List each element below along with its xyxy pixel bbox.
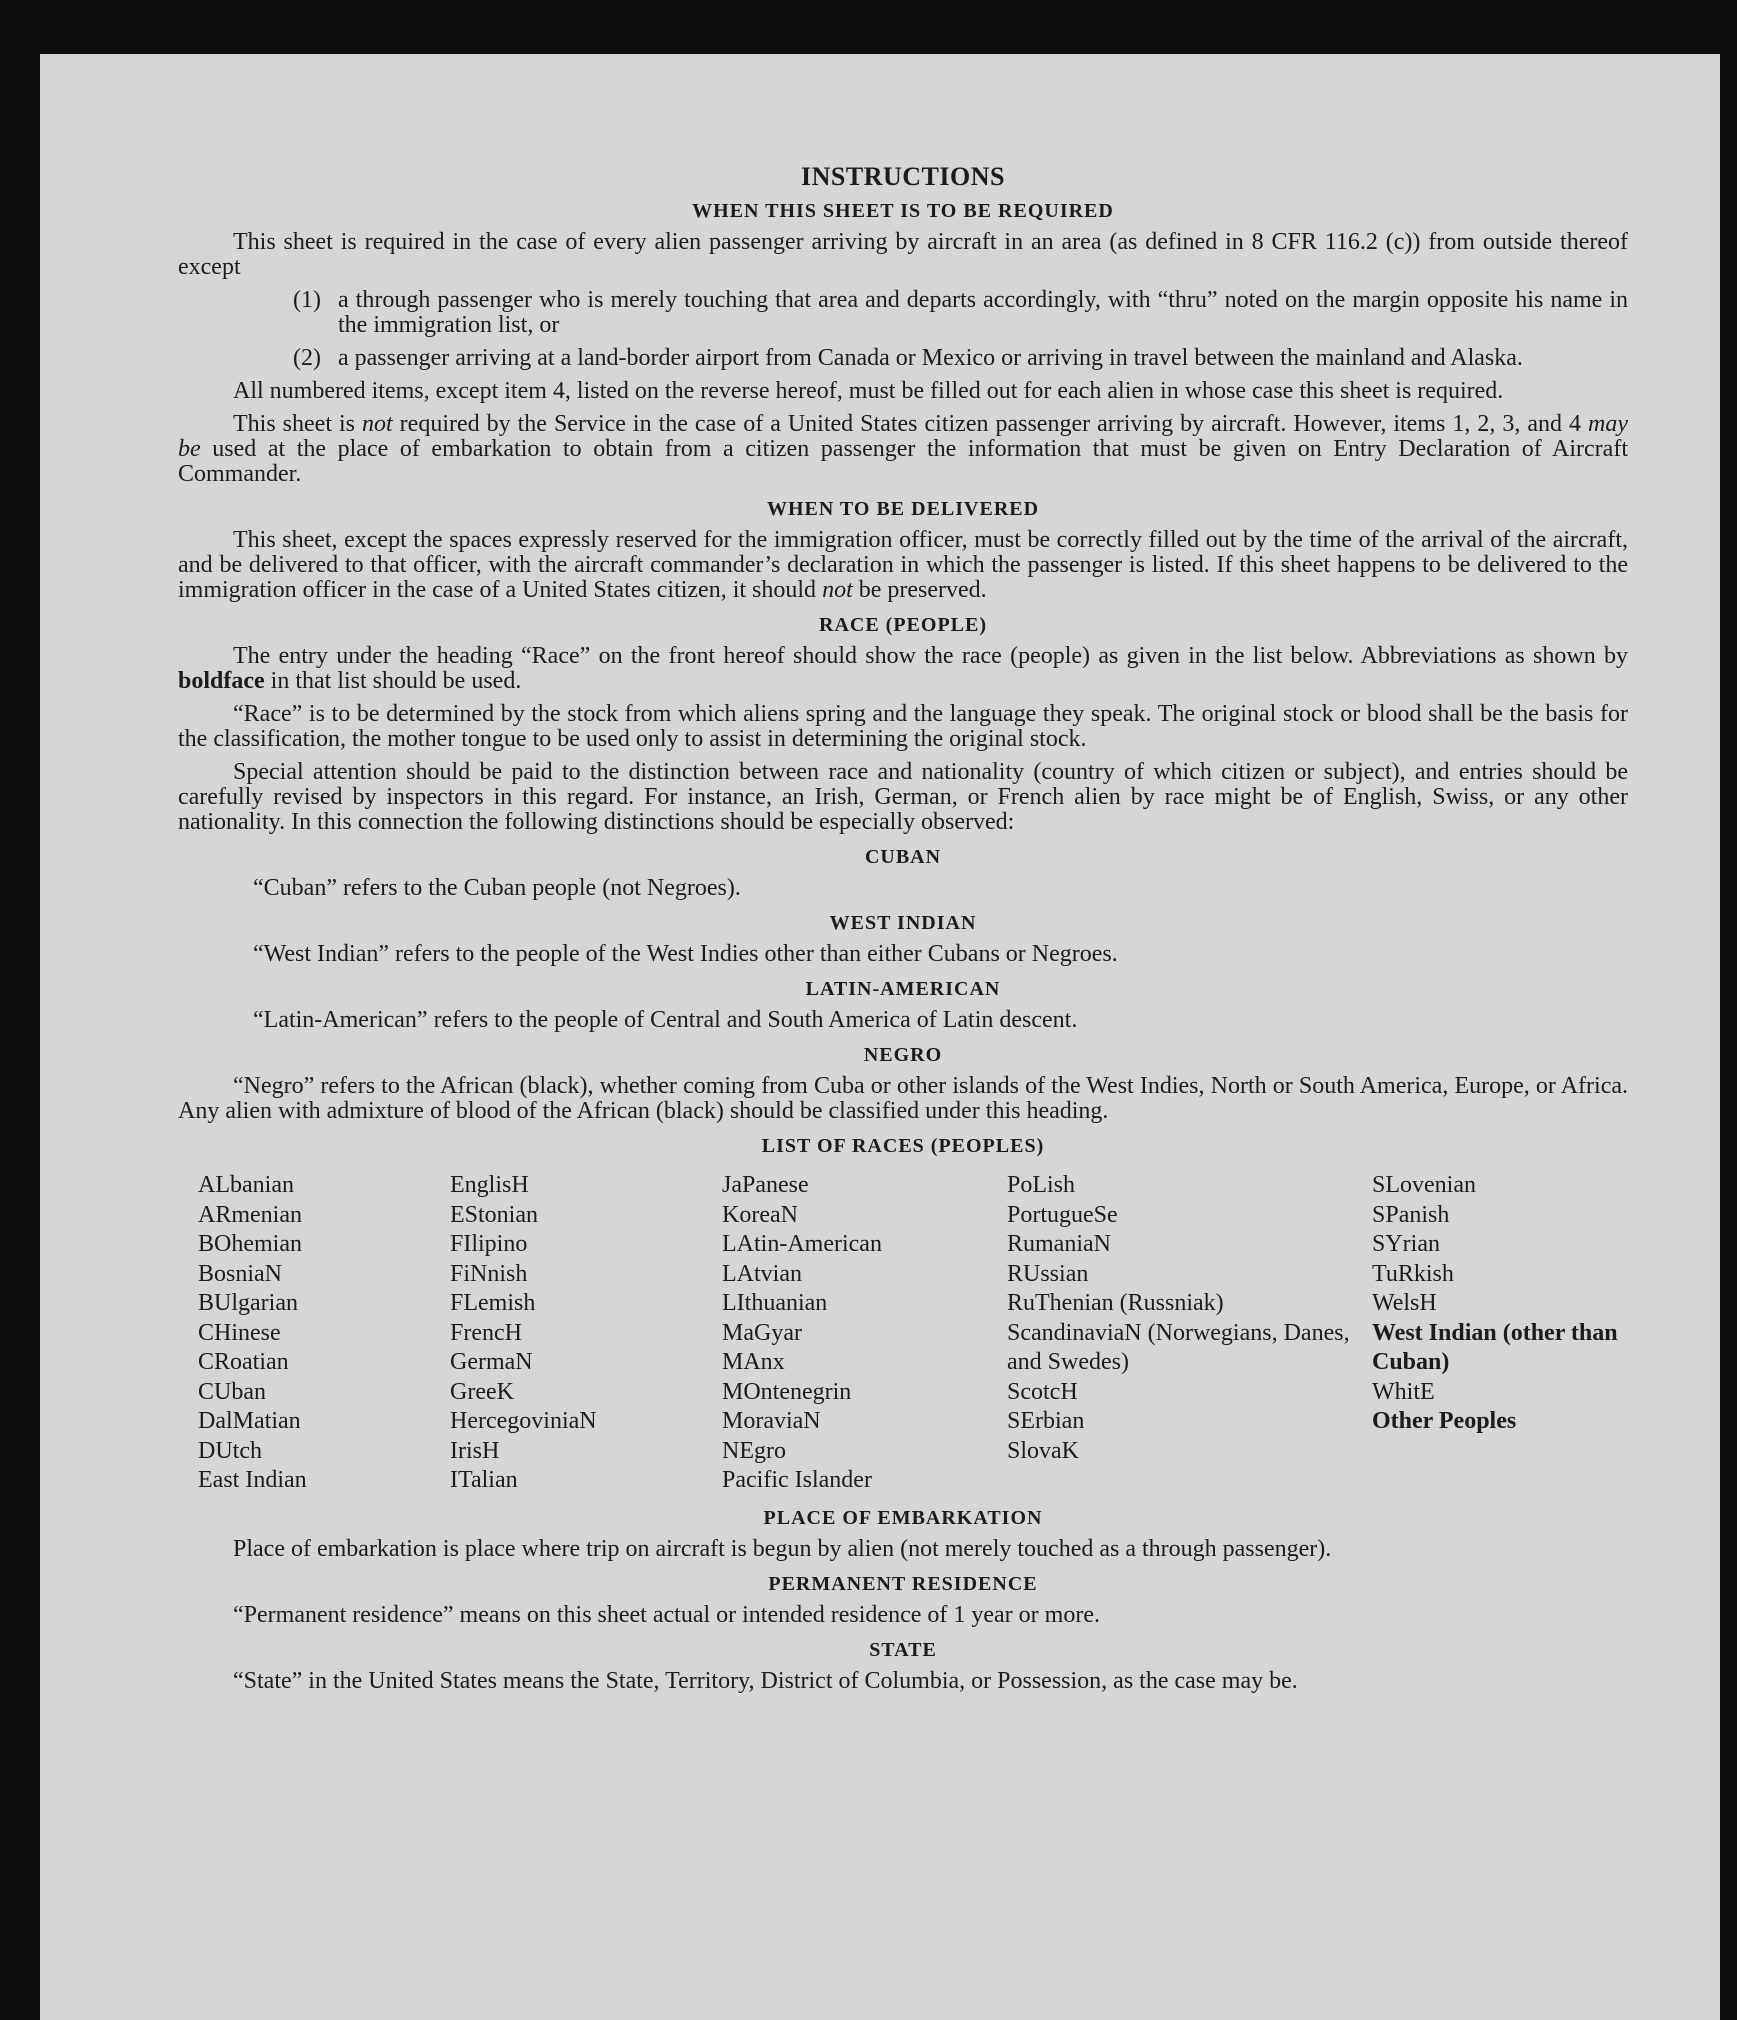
embarkation-definition: Place of embarkation is place where trip on aircraft is begun by alien (not merely touched as a through passenger). (233, 1535, 1332, 1562)
race-item: RUssian (1007, 1260, 1089, 1287)
race-item: ALbanian (198, 1172, 294, 1198)
race-item: SlovaK (1007, 1437, 1079, 1464)
races-column-3 (722, 1171, 1007, 1496)
race-item: MaGyar (722, 1319, 802, 1346)
item-number: (2) (293, 345, 321, 371)
race-item: BOhemian (198, 1231, 302, 1257)
citizen-paragraph (178, 412, 1628, 487)
citizen-text-a: This sheet is (233, 411, 362, 437)
race-paragraph-1 (178, 644, 1628, 694)
race-item: FLemish (450, 1290, 536, 1316)
race-item: PortugueSe (1007, 1201, 1118, 1228)
race-item: PoLish (1007, 1172, 1076, 1198)
delivered-not: not (822, 577, 853, 603)
race-item: SPanish (1372, 1201, 1450, 1228)
race-item: EnglisH (450, 1172, 529, 1198)
race-item: ScotcH (1007, 1378, 1078, 1405)
exception-item-1 (293, 288, 1628, 338)
heading-delivered: WHEN TO BE DELIVERED (766, 498, 1040, 520)
race-item: FiNnish (450, 1260, 528, 1287)
west-indian-definition: “West Indian” refers to the people of the West Indies other than either Cubans or Negroes. (253, 941, 1118, 967)
heading-list-of-races: LIST OF RACES (PEOPLES) (761, 1135, 1045, 1157)
heading-cuban: CUBAN (864, 846, 942, 868)
race-item: RumaniaN (1007, 1231, 1111, 1257)
race-p1-text-a: The entry under the heading “Race” on the front hereof should show the race (people) as given in the list below. Abbreviations as shown by (233, 643, 1628, 669)
delivered-paragraph (178, 528, 1628, 603)
heading-required: WHEN THIS SHEET IS TO BE REQUIRED (692, 200, 1114, 222)
race-item: FrencH (450, 1319, 522, 1346)
race-item: ScandinaviaN (Norwegians, Danes, and Swedes) (1007, 1319, 1350, 1375)
race-item: TuRkish (1372, 1260, 1454, 1287)
races-list (198, 1171, 1628, 1496)
race-item: Pacific Islander (722, 1467, 872, 1493)
exception-item-2 (293, 346, 1628, 371)
race-paragraph-2: “Race” is to be determined by the stock from which aliens spring and the language they speak. The original stock or blood shall be the basis for the classification, the mother tongue to be used only to assist in determining the original stock. (178, 701, 1628, 752)
race-item: LAtin-American (722, 1231, 882, 1257)
race-item: MAnx (722, 1349, 785, 1375)
item-text: a through passenger who is merely touching that area and departs accordingly, with “thru” noted on the margin opposite his name in the immigration list, or (338, 287, 1628, 338)
race-item: BUlgarian (198, 1290, 298, 1316)
citizen-text-b: required by the Service in the case of a United States citizen passenger arriving by aircraft. However, items 1, 2, 3, and 4 (392, 411, 1589, 437)
race-item: RuThenian (Russniak) (1007, 1290, 1224, 1316)
instructions-content (178, 164, 1628, 1702)
race-item: Other Peoples (1372, 1408, 1517, 1434)
race-item: JaPanese (722, 1172, 809, 1198)
race-item: West Indian (other than Cuban) (1372, 1319, 1618, 1375)
race-item: GreeK (450, 1378, 514, 1405)
race-item: CHinese (198, 1319, 281, 1346)
race-item: CRoatian (198, 1349, 289, 1375)
cuban-definition: “Cuban” refers to the Cuban people (not Negroes). (253, 875, 741, 901)
race-item: HercegoviniaN (450, 1408, 597, 1434)
races-column-4 (1007, 1171, 1372, 1496)
race-item: ARmenian (198, 1201, 302, 1228)
citizen-not: not (362, 411, 393, 437)
race-item: WelsH (1372, 1290, 1437, 1316)
item-number: (1) (293, 287, 321, 313)
race-paragraph-3: Special attention should be paid to the distinction between race and nationality (country of which citizen or subject), and entries should be carefully revised by inspectors in this regard. For instance, an Irish, German, or French alien by race might be of English, Swiss, or any other nationality. In this connection the following distinctions should be especially observed: (178, 759, 1628, 835)
heading-race: RACE (PEOPLE) (819, 614, 987, 636)
document-page (40, 54, 1720, 2020)
race-item: FIlipino (450, 1231, 528, 1257)
page-title: INSTRUCTIONS (801, 162, 1005, 191)
heading-permanent-residence: PERMANENT RESIDENCE (768, 1572, 1038, 1595)
required-intro: This sheet is required in the case of every alien passenger arriving by aircraft in an area (as defined in 8 CFR 116.2 (c)) from outside thereof except (178, 229, 1628, 280)
citizen-may-be: may be (178, 411, 1628, 462)
race-p1-boldface: boldface (178, 668, 265, 694)
races-column-1 (198, 1171, 450, 1496)
heading-latin-american: LATIN-AMERICAN (805, 978, 1001, 1000)
residence-definition: “Permanent residence” means on this sheet actual or intended residence of 1 year or more. (233, 1601, 1100, 1628)
race-item: KoreaN (722, 1201, 798, 1228)
delivered-text-b: be preserved. (852, 577, 987, 603)
citizen-text-c: used at the place of embarkation to obtain from a citizen passenger the information that must be given on Entry Declaration of Aircraft Commander. (178, 436, 1628, 487)
races-column-5 (1372, 1171, 1637, 1496)
race-item: IrisH (450, 1437, 500, 1464)
race-item: DalMatian (198, 1408, 301, 1434)
race-item: SYrian (1372, 1231, 1440, 1257)
race-item: LAtvian (722, 1260, 802, 1287)
heading-west-indian: WEST INDIAN (829, 912, 977, 934)
race-item: CUban (198, 1378, 266, 1405)
delivered-text-a: This sheet, except the spaces expressly reserved for the immigration officer, must be correctly filled out by the time of the arrival of the aircraft, and be delivered to that officer, with the aircraft commander’s declaration in which the passenger is listed. If this sheet happens to be delivered to the immigration officer in the case of a United States citizen, it should (178, 527, 1628, 603)
race-item: East Indian (198, 1467, 307, 1493)
race-item: NEgro (722, 1437, 786, 1464)
race-p1-text-b: in that list should be used. (264, 668, 522, 694)
race-item: SErbian (1007, 1408, 1085, 1434)
race-item: SLovenian (1372, 1172, 1476, 1198)
state-definition: “State” in the United States means the State, Territory, District of Columbia, or Possession, as the case may be. (233, 1667, 1298, 1694)
negro-definition: “Negro” refers to the African (black), whether coming from Cuba or other islands of the West Indies, North or South America, Europe, or Africa. Any alien with admixture of blood of the African (black) should be classified under this heading. (178, 1073, 1628, 1124)
latin-american-definition: “Latin-American” refers to the people of Central and South America of Latin descent. (253, 1007, 1078, 1033)
race-item: MOntenegrin (722, 1378, 852, 1405)
races-column-2 (450, 1171, 722, 1496)
race-item: LIthuanian (722, 1290, 828, 1316)
race-item: MoraviaN (722, 1408, 821, 1434)
race-item: ITalian (450, 1467, 518, 1493)
race-item: EStonian (450, 1201, 538, 1228)
race-item: GermaN (450, 1349, 533, 1375)
race-item: WhitE (1372, 1378, 1435, 1405)
race-item: DUtch (198, 1437, 262, 1464)
numbered-items-paragraph: All numbered items, except item 4, listed on the reverse hereof, must be filled out for each alien in whose case this sheet is required. (233, 378, 1504, 404)
item-text: a passenger arriving at a land-border airport from Canada or Mexico or arriving in travel between the mainland and Alaska. (338, 345, 1523, 371)
race-item: BosniaN (198, 1260, 282, 1287)
heading-state: STATE (869, 1638, 937, 1661)
heading-embarkation: PLACE OF EMBARKATION (763, 1506, 1043, 1529)
heading-negro: NEGRO (863, 1044, 943, 1066)
